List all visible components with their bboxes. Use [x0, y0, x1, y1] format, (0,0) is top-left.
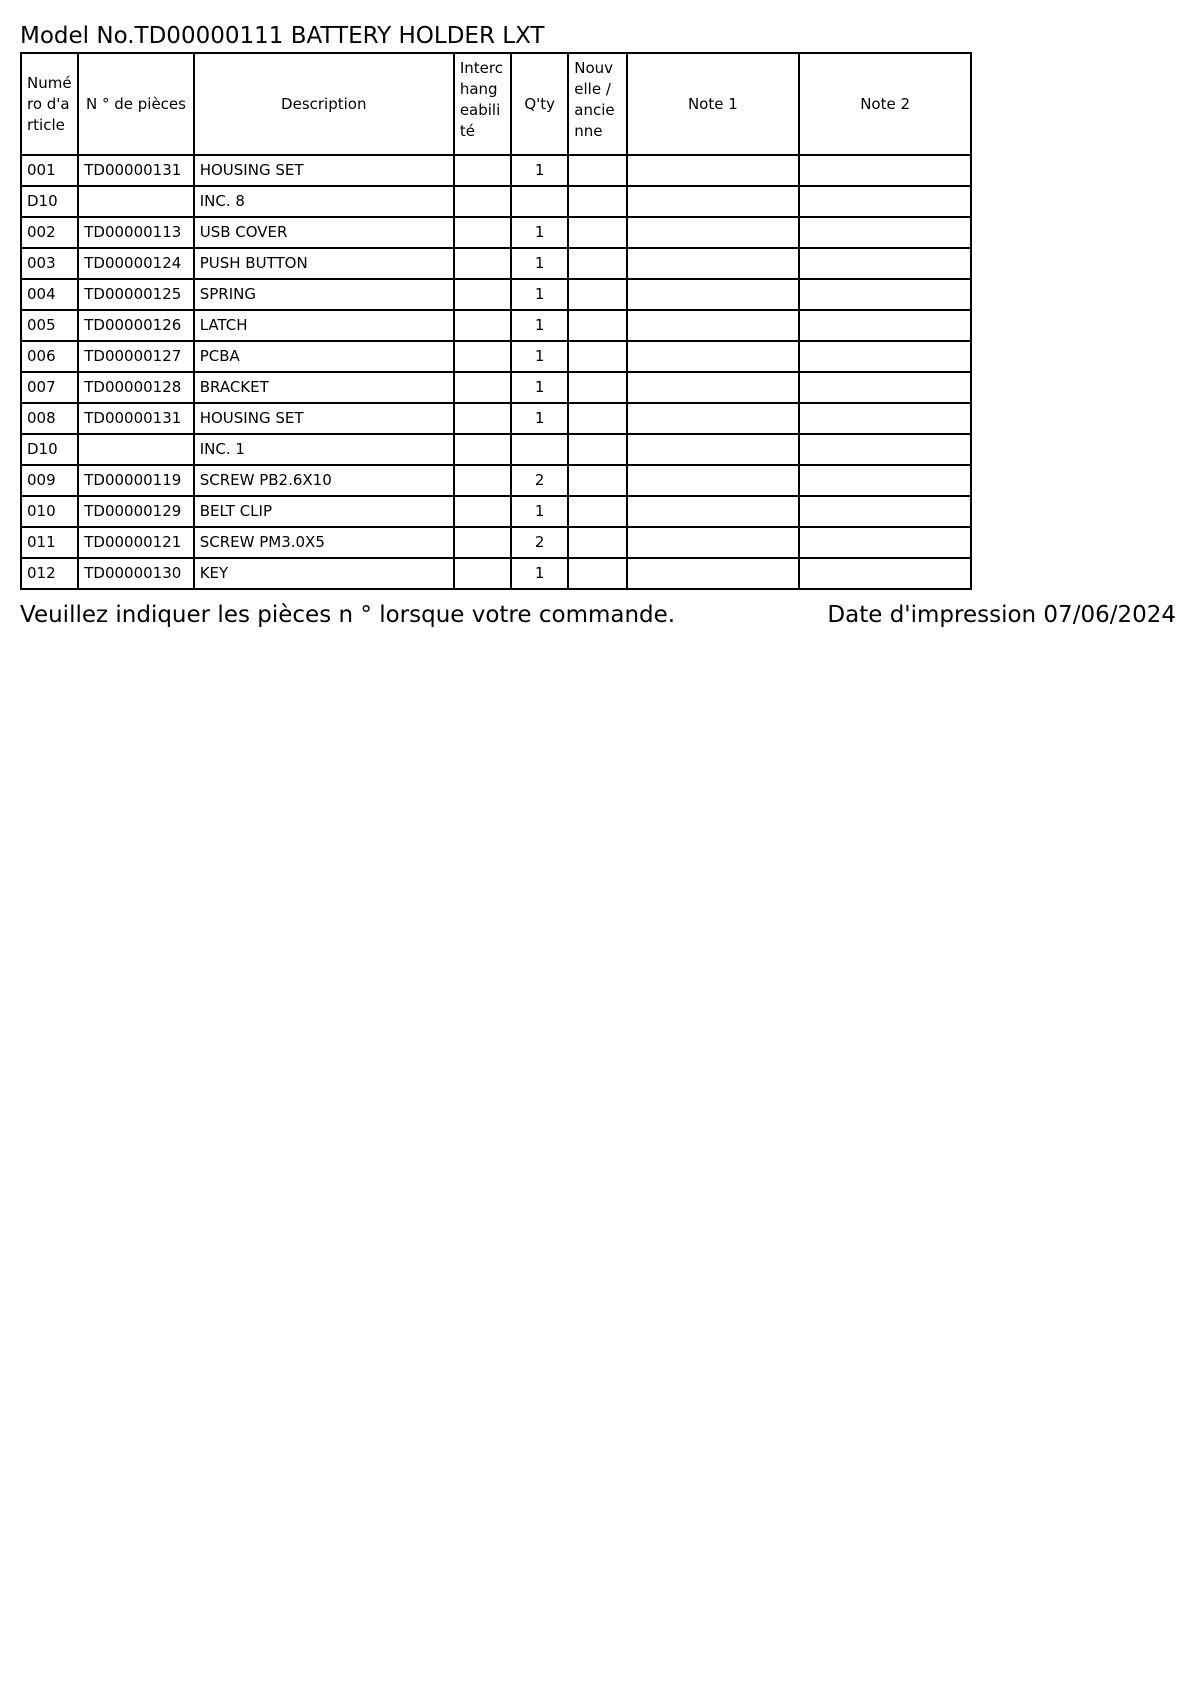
cell-item-no: 011 — [21, 527, 78, 558]
cell-qty: 1 — [511, 310, 568, 341]
cell-item-no: 010 — [21, 496, 78, 527]
cell-item-no: 002 — [21, 217, 78, 248]
cell-qty: 1 — [511, 403, 568, 434]
cell-qty: 1 — [511, 248, 568, 279]
cell-new-old — [568, 310, 626, 341]
table-row — [21, 434, 971, 465]
cell-description: INC. 8 — [194, 186, 454, 217]
cell-note-2 — [799, 558, 971, 589]
cell-interchangeability — [454, 279, 511, 310]
cell-new-old — [568, 341, 626, 372]
cell-description: SCREW PB2.6X10 — [194, 465, 454, 496]
cell-new-old — [568, 155, 626, 186]
cell-part-no: TD00000131 — [78, 155, 193, 186]
cell-qty — [511, 434, 568, 465]
cell-interchangeability — [454, 434, 511, 465]
cell-description: SPRING — [194, 279, 454, 310]
cell-qty: 2 — [511, 527, 568, 558]
cell-note-2 — [799, 217, 971, 248]
cell-part-no: TD00000125 — [78, 279, 193, 310]
cell-description: KEY — [194, 558, 454, 589]
cell-description: HOUSING SET — [194, 155, 454, 186]
cell-description: LATCH — [194, 310, 454, 341]
table-row — [21, 465, 971, 496]
cell-new-old — [568, 186, 626, 217]
cell-note-1 — [627, 434, 800, 465]
cell-note-2 — [799, 496, 971, 527]
cell-new-old — [568, 465, 626, 496]
header-interchangeability: Interchangeabilité — [454, 53, 511, 155]
table-row — [21, 217, 971, 248]
cell-description: PCBA — [194, 341, 454, 372]
cell-new-old — [568, 248, 626, 279]
cell-new-old — [568, 434, 626, 465]
header-new-old: Nouvelle / ancienne — [568, 53, 626, 155]
cell-description: HOUSING SET — [194, 403, 454, 434]
cell-qty: 1 — [511, 341, 568, 372]
cell-part-no: TD00000124 — [78, 248, 193, 279]
cell-item-no: D10 — [21, 186, 78, 217]
cell-interchangeability — [454, 341, 511, 372]
cell-description: SCREW PM3.0X5 — [194, 527, 454, 558]
table-row — [21, 558, 971, 589]
cell-interchangeability — [454, 558, 511, 589]
cell-note-1 — [627, 279, 800, 310]
cell-note-1 — [627, 527, 800, 558]
cell-part-no: TD00000127 — [78, 341, 193, 372]
cell-note-1 — [627, 372, 800, 403]
header-part-no: N ° de pièces — [78, 53, 193, 155]
cell-qty: 1 — [511, 155, 568, 186]
cell-interchangeability — [454, 527, 511, 558]
cell-note-1 — [627, 403, 800, 434]
cell-description: PUSH BUTTON — [194, 248, 454, 279]
cell-description: USB COVER — [194, 217, 454, 248]
cell-new-old — [568, 403, 626, 434]
header-note-1: Note 1 — [627, 53, 800, 155]
cell-item-no: 006 — [21, 341, 78, 372]
cell-description: BRACKET — [194, 372, 454, 403]
cell-note-2 — [799, 341, 971, 372]
table-row — [21, 310, 971, 341]
cell-note-2 — [799, 403, 971, 434]
cell-new-old — [568, 372, 626, 403]
cell-description: BELT CLIP — [194, 496, 454, 527]
table-row — [21, 248, 971, 279]
cell-part-no: TD00000126 — [78, 310, 193, 341]
header-item-no: Numéro d'article — [21, 53, 78, 155]
table-row — [21, 496, 971, 527]
cell-item-no: 003 — [21, 248, 78, 279]
cell-new-old — [568, 217, 626, 248]
table-row — [21, 372, 971, 403]
cell-note-1 — [627, 217, 800, 248]
cell-interchangeability — [454, 217, 511, 248]
cell-qty: 1 — [511, 496, 568, 527]
cell-interchangeability — [454, 310, 511, 341]
cell-description: INC. 1 — [194, 434, 454, 465]
cell-interchangeability — [454, 186, 511, 217]
cell-note-1 — [627, 248, 800, 279]
cell-note-1 — [627, 496, 800, 527]
table-row — [21, 186, 971, 217]
cell-new-old — [568, 496, 626, 527]
cell-item-no: 008 — [21, 403, 78, 434]
cell-note-2 — [799, 279, 971, 310]
cell-note-1 — [627, 558, 800, 589]
cell-note-1 — [627, 155, 800, 186]
cell-part-no: TD00000128 — [78, 372, 193, 403]
print-date: Date d'impression 07/06/2024 — [827, 602, 1176, 628]
cell-note-2 — [799, 155, 971, 186]
cell-part-no: TD00000131 — [78, 403, 193, 434]
cell-item-no: 007 — [21, 372, 78, 403]
cell-item-no: 012 — [21, 558, 78, 589]
cell-part-no: TD00000121 — [78, 527, 193, 558]
table-header-row — [21, 53, 971, 155]
cell-part-no: TD00000113 — [78, 217, 193, 248]
table-row — [21, 155, 971, 186]
page-title: Model No.TD00000111 BATTERY HOLDER LXT — [20, 23, 545, 49]
table-row — [21, 279, 971, 310]
cell-new-old — [568, 527, 626, 558]
cell-note-2 — [799, 372, 971, 403]
table-row — [21, 403, 971, 434]
cell-interchangeability — [454, 496, 511, 527]
cell-part-no — [78, 434, 193, 465]
cell-note-1 — [627, 310, 800, 341]
cell-interchangeability — [454, 403, 511, 434]
order-note: Veuillez indiquer les pièces n ° lorsque votre commande. — [20, 602, 676, 628]
cell-item-no: 001 — [21, 155, 78, 186]
cell-note-2 — [799, 310, 971, 341]
cell-qty — [511, 186, 568, 217]
parts-table — [20, 52, 972, 590]
header-note-2: Note 2 — [799, 53, 971, 155]
cell-part-no: TD00000130 — [78, 558, 193, 589]
cell-note-2 — [799, 248, 971, 279]
table-row — [21, 527, 971, 558]
table-row — [21, 341, 971, 372]
cell-part-no — [78, 186, 193, 217]
cell-interchangeability — [454, 155, 511, 186]
cell-qty: 1 — [511, 217, 568, 248]
cell-qty: 2 — [511, 465, 568, 496]
cell-part-no: TD00000129 — [78, 496, 193, 527]
cell-note-1 — [627, 465, 800, 496]
cell-part-no: TD00000119 — [78, 465, 193, 496]
cell-item-no: D10 — [21, 434, 78, 465]
cell-qty: 1 — [511, 558, 568, 589]
cell-note-2 — [799, 527, 971, 558]
cell-item-no: 005 — [21, 310, 78, 341]
header-qty: Q'ty — [511, 53, 568, 155]
cell-interchangeability — [454, 465, 511, 496]
header-description: Description — [194, 53, 454, 155]
cell-note-2 — [799, 186, 971, 217]
cell-qty: 1 — [511, 279, 568, 310]
cell-item-no: 004 — [21, 279, 78, 310]
cell-qty: 1 — [511, 372, 568, 403]
cell-note-1 — [627, 186, 800, 217]
cell-note-1 — [627, 341, 800, 372]
cell-interchangeability — [454, 372, 511, 403]
cell-note-2 — [799, 465, 971, 496]
cell-interchangeability — [454, 248, 511, 279]
cell-new-old — [568, 558, 626, 589]
cell-item-no: 009 — [21, 465, 78, 496]
cell-new-old — [568, 279, 626, 310]
cell-note-2 — [799, 434, 971, 465]
